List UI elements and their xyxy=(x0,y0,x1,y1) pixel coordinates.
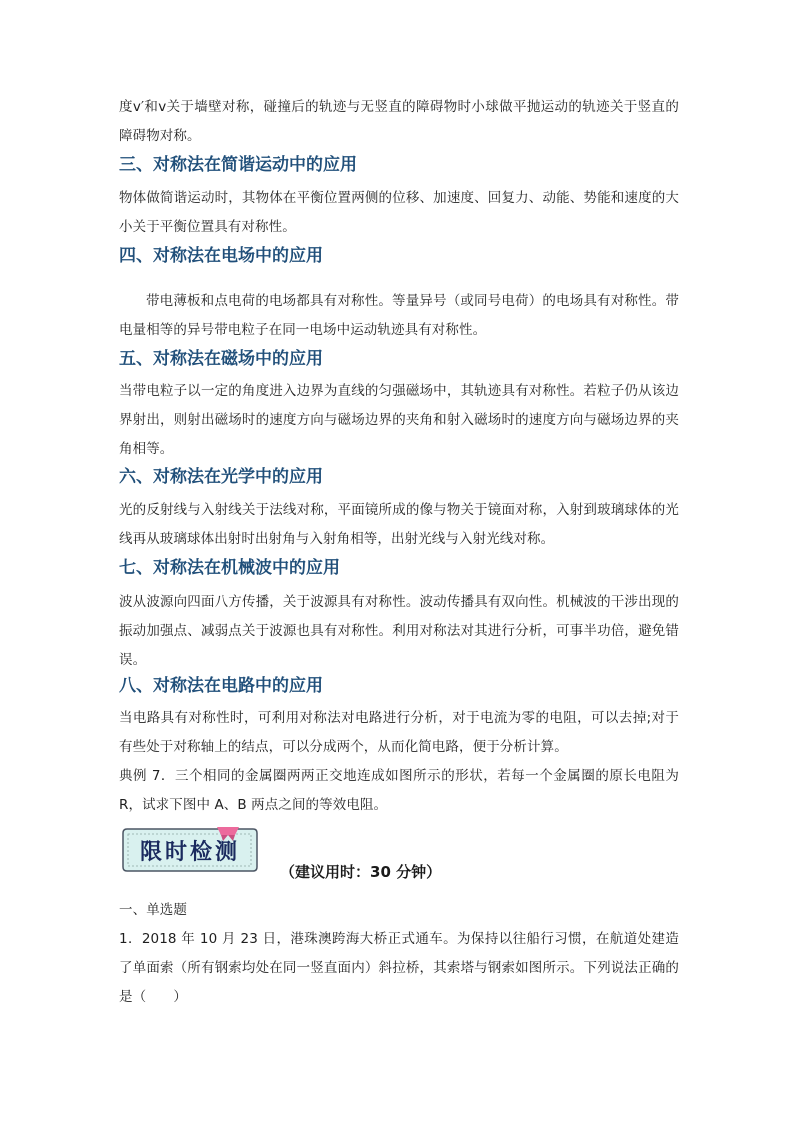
paragraph-simple-harmonic: 物体做简谐运动时，其物体在平衡位置两侧的位移、加速度、回复力、动能、势能和速度的大小关于平衡位置具有对称性。 xyxy=(119,190,679,235)
heading-circuit: 八、对称法在电路中的应用 xyxy=(119,676,323,696)
heading-simple-harmonic: 三、对称法在简谐运动中的应用 xyxy=(119,155,357,175)
paragraph-electric-field: 带电薄板和点电荷的电场都具有对称性。等量异号（或同号电荷）的电场具有对称性。带电量相等的异号带电粒子在同一电场中运动轨迹具有对称性。 xyxy=(119,293,679,338)
question-1: 1．2018 年 10 月 23 日，港珠澳跨海大桥正式通车。为保持以往船行习惯，在航道处建造了单面索（所有钢索均处在同一竖直面内）斜拉桥，其索塔与钢索如图所示。下列说法正确的是（ ） xyxy=(119,931,679,1005)
paragraph-circuit: 当电路具有对称性时，可利用对称法对电路进行分析，对于电流为零的电阻，可以去掉;对于有些处于对称轴上的结点，可以分成两个，从而化简电路，便于分析计算。 xyxy=(119,710,679,755)
paragraph-wall-reflection: 度v′和v关于墙壁对称，碰撞后的轨迹与无竖直的障碍物时小球做平抛运动的轨迹关于竖直的障碍物对称。 xyxy=(119,99,679,144)
paragraph-magnetic-field: 当带电粒子以一定的角度进入边界为直线的匀强磁场中，其轨迹具有对称性。若粒子仍从该边界射出，则射出磁场时的速度方向与磁场边界的夹角和射入磁场时的速度方向与磁场边界的夹角相等。 xyxy=(119,383,679,457)
heading-optics: 六、对称法在光学中的应用 xyxy=(119,467,323,487)
section-single-choice: 一、单选题 xyxy=(119,902,187,918)
example-7: 典例 7．三个相同的金属圈两两正交地连成如图所示的形状，若每一个金属圈的原长电阻为 R，试求下图中 A、B 两点之间的等效电阻。 xyxy=(119,768,679,813)
timed-test-badge xyxy=(119,825,261,875)
paragraph-mechanical-wave: 波从波源向四面八方传播，关于波源具有对称性。波动传播具有双向性。机械波的干涉出现的振动加强点、减弱点关于波源也具有对称性。利用对称法对其进行分析，可事半功倍，避免错误。 xyxy=(119,594,679,668)
paragraph-optics: 光的反射线与入射线关于法线对称，平面镜所成的像与物关于镜面对称，入射到玻璃球体的光线再从玻璃球体出射时出射角与入射角相等，出射光线与入射光线对称。 xyxy=(119,502,679,547)
heading-magnetic-field: 五、对称法在磁场中的应用 xyxy=(119,349,323,369)
badge-label: 限时检测 xyxy=(139,839,240,865)
suggested-time: （建议用时：30 分钟） xyxy=(280,863,442,881)
heading-electric-field: 四、对称法在电场中的应用 xyxy=(119,246,323,266)
heading-mechanical-wave: 七、对称法在机械波中的应用 xyxy=(119,558,340,578)
